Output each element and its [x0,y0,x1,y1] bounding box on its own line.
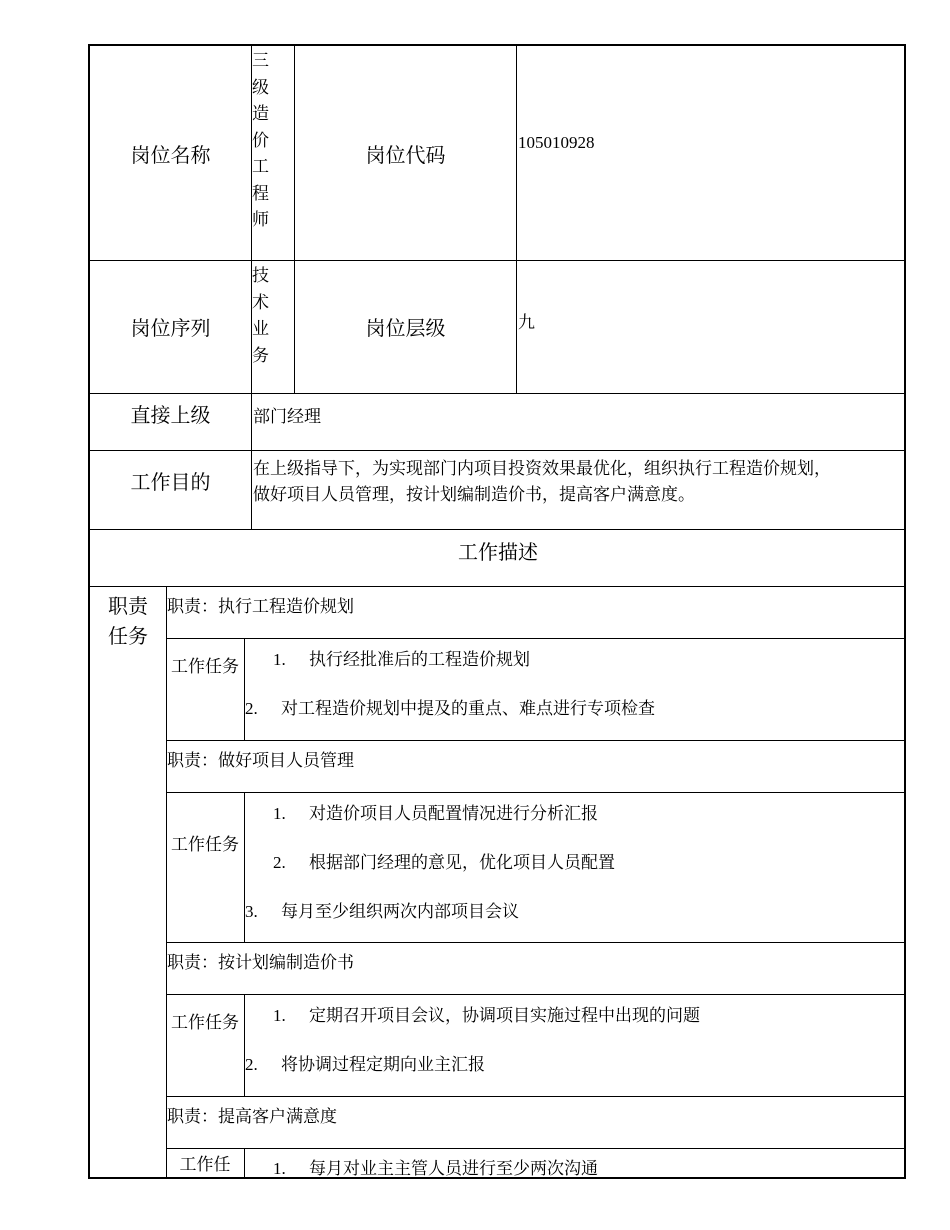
row-divider [90,450,906,451]
task-item: 2. 根据部门经理的意见，优化项目人员配置 [273,853,615,872]
superior-label: 直接上级 [130,405,211,427]
task-item: 2. 将协调过程定期向业主汇报 [245,1055,485,1074]
col-divider [244,1148,245,1179]
row-divider [166,792,906,793]
position-code-value: 105010928 [518,133,595,152]
row-divider [166,740,906,741]
row-divider [166,942,906,943]
duties-tasks-label: 职责任务 [108,596,148,648]
position-level-value: 九 [518,313,535,332]
col-divider [244,994,245,1096]
task-item: 3. 每月至少组织两次内部项目会议 [245,902,519,921]
purpose-label: 工作目的 [130,472,211,494]
row-divider [166,638,906,639]
task-item: 1. 定期召开项目会议，协调项目实施过程中出现的问题 [273,1006,700,1025]
row-divider [166,1096,906,1097]
purpose-value [253,456,831,508]
job-description-table [88,44,906,1179]
duty-title: 职责：执行工程造价规划 [167,597,354,616]
purpose-line: 在上级指导下，为实现部门内项目投资效果最优化，组织执行工程造价规划， [253,459,831,478]
col-divider [516,46,517,393]
row-divider [90,529,906,530]
duty-title: 职责：做好项目人员管理 [167,751,354,770]
work-description-title: 工作描述 [458,542,538,564]
task-item: 1. 对造价项目人员配置情况进行分析汇报 [273,804,598,823]
position-level-label: 岗位层级 [365,318,446,340]
superior-value: 部门经理 [253,407,321,426]
task-label: 工作任务 [171,1013,239,1032]
col-divider [166,586,167,1179]
position-series-value: 技术业务 [252,266,269,365]
position-name-label: 岗位名称 [130,144,211,167]
position-series-label: 岗位序列 [130,318,211,340]
task-label: 工作任务 [171,835,239,854]
task-label: 工作任务 [171,657,239,676]
purpose-line: 做好项目人员管理，按计划编制造价书，提高客户满意度。 [253,485,695,504]
task-label: 工作任 [179,1155,231,1174]
col-divider [244,638,245,740]
position-name-value: 三级造价工程师 [252,51,269,229]
row-divider [166,994,906,995]
row-divider [166,1148,906,1149]
duty-title: 职责：提高客户满意度 [167,1107,337,1126]
duty-title: 职责：按计划编制造价书 [167,953,354,972]
row-divider [90,586,906,587]
task-item: 1. 每月对业主主管人员进行至少两次沟通 [273,1159,598,1178]
task-item: 1. 执行经批准后的工程造价规划 [273,650,530,669]
task-item: 2. 对工程造价规划中提及的重点、难点进行专项检查 [245,699,655,718]
position-code-label: 岗位代码 [365,144,446,167]
row-divider [90,393,906,394]
